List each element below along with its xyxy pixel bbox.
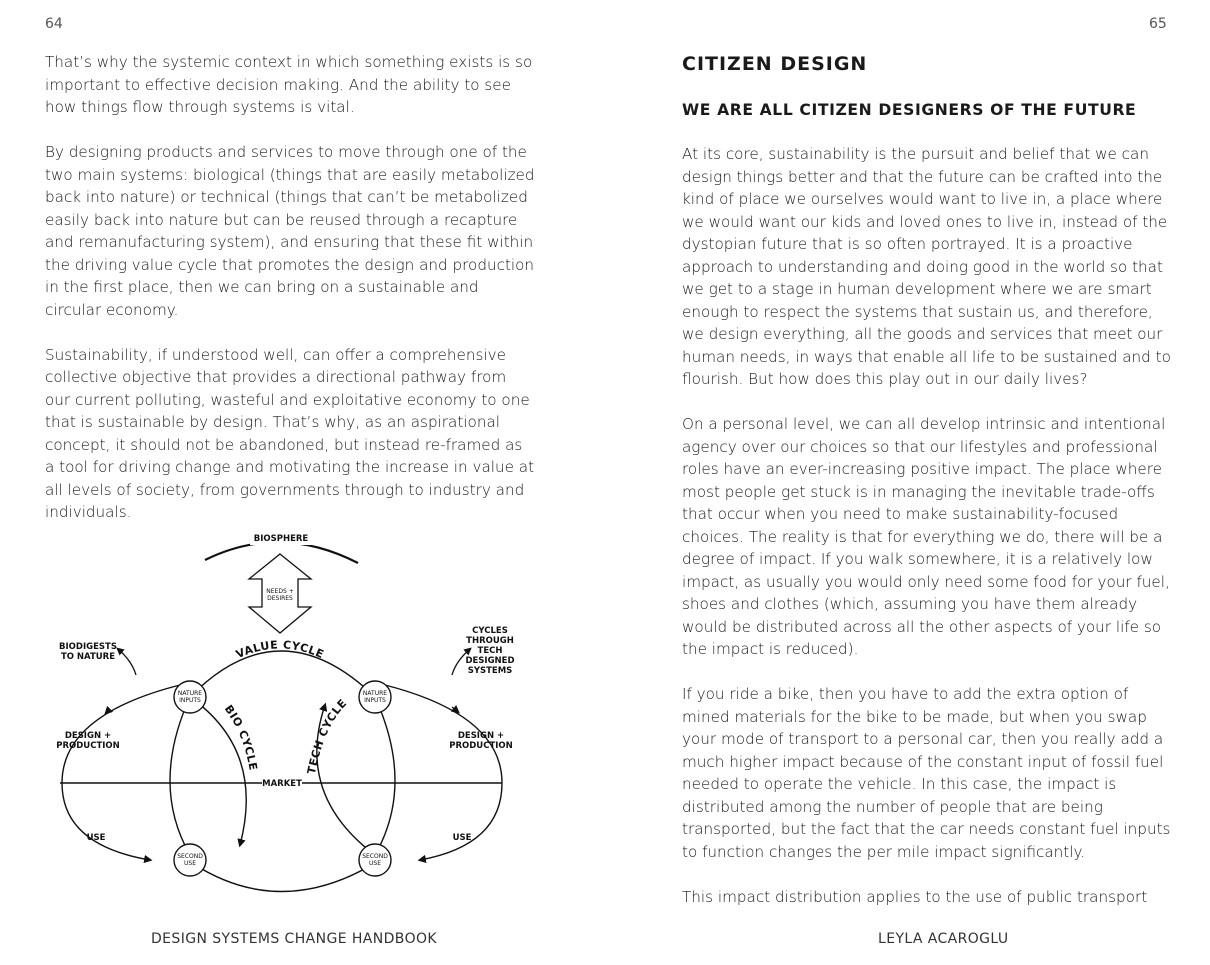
cycles-label-5: SYSTEMS xyxy=(467,666,513,676)
design-left-label-1: DESIGN + xyxy=(64,731,112,741)
svg-text:INPUTS: INPUTS xyxy=(179,697,201,704)
biosphere-label: BIOSPHERE xyxy=(253,534,309,544)
paragraph: This impact distribution applies to the use of public transport xyxy=(682,887,1148,906)
nature-inputs-node-right xyxy=(359,681,391,713)
bio-cycle-label: BIO CYCLE xyxy=(221,702,260,772)
use-left-label: USE xyxy=(86,833,106,843)
bottom-arc xyxy=(192,863,375,892)
cycles-diagram xyxy=(40,525,520,915)
second-use-node-left xyxy=(174,844,206,876)
svg-text:USE: USE xyxy=(369,860,381,867)
cycles-label-4: DESIGNED xyxy=(465,656,515,666)
market-label: MARKET xyxy=(262,779,302,789)
paragraph: That’s why the systemic context in which something exists is so important to effective decision making. And the ability to see how things flow through systems is vital. xyxy=(45,53,533,116)
biodigests-label-1: BIODIGESTS xyxy=(59,642,117,652)
svg-text:NATURE: NATURE xyxy=(177,690,203,697)
paragraph: If you ride a bike, then you have to add the extra option of mined materials for the bike to be made, but when you swap your mode of transport to a personal car, then you really add a much higher impact because of the constant input of fossil fuel needed to operate the vehicle. In this case, the impact is distributed among the number of people that are being transported, but the fact that the car needs constant fuel inputs to function changes the per mile impact significantly. xyxy=(682,685,1171,861)
nature-inputs-node-left xyxy=(174,681,206,713)
paragraph: On a personal level, we can all develop intrinsic and intentional agency over our choices so that our lifestyles and professional roles have an ever-increasing positive impact. The place where most people get stuck is in managing the inevitable trade-offs that occur when you need to make sustainability-focused choices. The reality is that for everything we do, there will be a degree of impact. If you walk somewhere, it is a relatively low impact, as usually you would only need some food for your fuel, shoes and clothes (which, assuming you have them already would be distributed across all the other aspects of your life so the impact is reduced). xyxy=(682,415,1170,658)
svg-text:SECOND: SECOND xyxy=(177,853,203,860)
biodigests-label-2: TO NATURE xyxy=(60,652,116,662)
section-title: WE ARE ALL CITIZEN DESIGNERS OF THE FUTURE xyxy=(682,101,1137,119)
chapter-title: CITIZEN DESIGN xyxy=(682,53,868,75)
page-number-left: 64 xyxy=(45,16,63,32)
svg-text:NATURE: NATURE xyxy=(362,690,388,697)
biodigests-arrow xyxy=(118,649,136,675)
design-right-label-1: DESIGN + xyxy=(457,731,505,741)
value-cycle-arc xyxy=(190,651,375,697)
page-number-right: 65 xyxy=(1149,16,1167,32)
svg-text:INPUTS: INPUTS xyxy=(364,697,386,704)
value-cycle-label: VALUE CYCLE xyxy=(234,638,326,662)
needs-label-2: DESIRES xyxy=(267,595,293,602)
tech-cycle-label: TECH CYCLE xyxy=(304,696,350,776)
paragraph: At its core, sustainability is the pursuit and belief that we can design things better and that the future can be crafted into the kind of place we ourselves would want to live in, a place where we would want our kids and loved ones to live in, instead of the dystopian future that is so often portrayed. It is a proactive approach to understanding and doing good in the world so that we get to a stage in human development where we are smart enough to respect the systems that sustain us, and therefore, we design everything, all the goods and services that meet our human needs, in ways that enable all life to be sustained and to flourish. But how does this play out in our daily lives? xyxy=(682,145,1171,388)
svg-text:USE: USE xyxy=(184,860,196,867)
right-body-text xyxy=(682,50,1174,931)
svg-text:SECOND: SECOND xyxy=(362,853,388,860)
design-right-label-2: PRODUCTION xyxy=(449,741,513,751)
paragraph: By designing products and services to move through one of the two main systems: biological (things that are easily metabolized back into nature) or technical (things that can’t be metabolized easily back into nature but can be reused through a recapture and remanufacturing system), and ensuring that these fit within the driving value cycle that promotes the design and production in the first place, then we can bring on a sustainable and circular economy. xyxy=(45,143,535,319)
second-use-node-right xyxy=(359,844,391,876)
paragraph: Sustainability, if understood well, can offer a comprehensive collective objective that provides a directional pathway from our current polluting, wasteful and exploitative economy to one that is sustainable by design. That’s why, as an aspirational concept, it should not be abandoned, but instead re-framed as a tool for driving change and motivating the increase in value at all levels of society, from governments through to industry and individuals. xyxy=(45,345,535,521)
cycles-label-2: THROUGH xyxy=(466,636,514,646)
cycles-label-3: TECH xyxy=(477,646,503,656)
use-right-label: USE xyxy=(452,833,472,843)
footer-left-book-title: DESIGN SYSTEMS CHANGE HANDBOOK xyxy=(151,931,437,947)
left-body-text xyxy=(45,51,535,546)
outer-left-loop xyxy=(62,685,180,860)
cycles-label-1: CYCLES xyxy=(472,626,508,636)
footer-right-author: LEYLA ACAROGLU xyxy=(878,931,1009,947)
design-left-label-2: PRODUCTION xyxy=(56,741,120,751)
outer-right-loop xyxy=(385,685,505,860)
needs-label-1: NEEDS + xyxy=(266,588,294,595)
